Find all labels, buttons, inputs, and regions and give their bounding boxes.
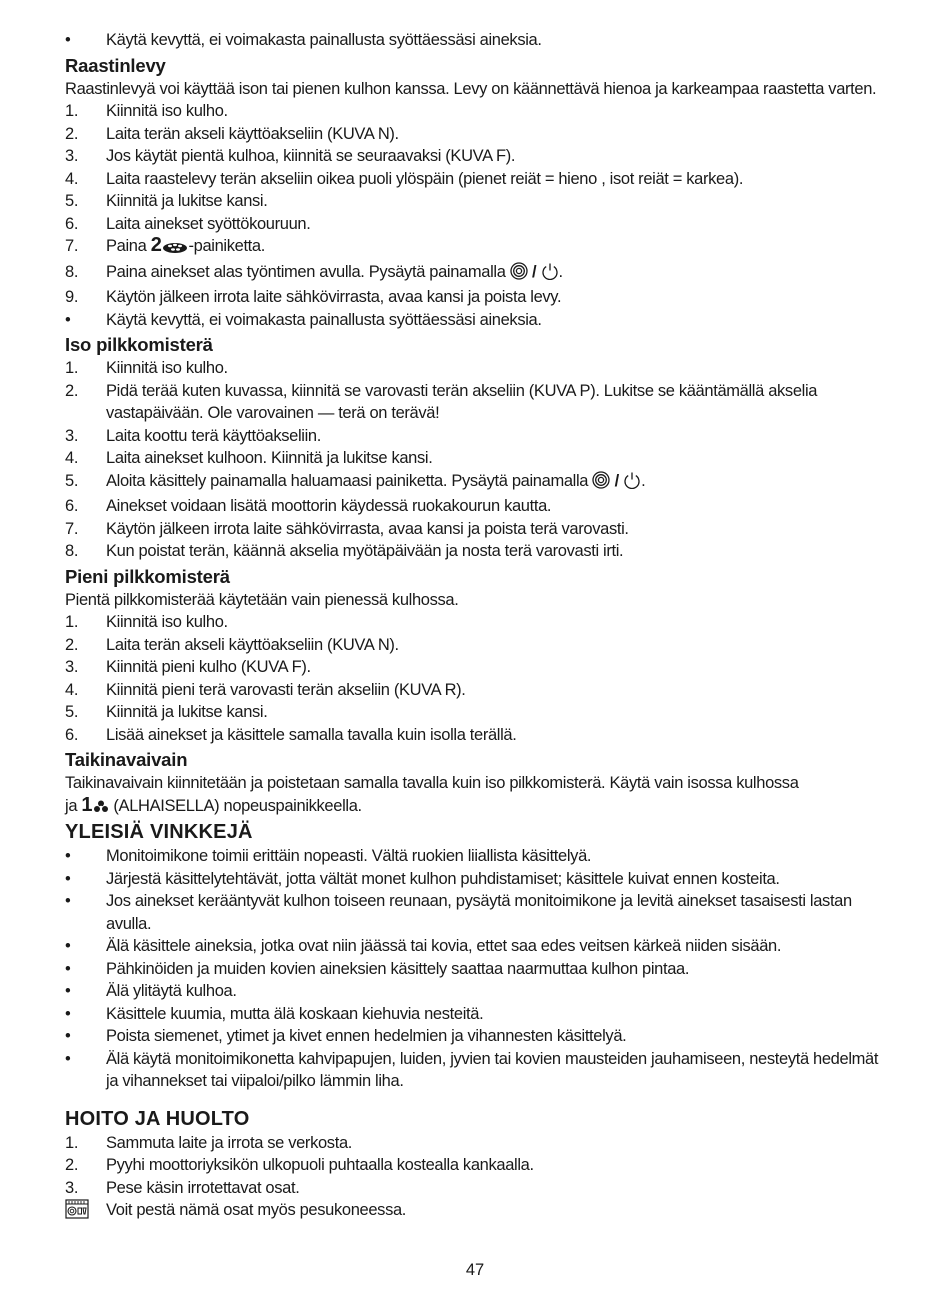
pulse-spiral-icon <box>592 471 610 496</box>
list-marker: 3. <box>65 426 79 445</box>
list-text: Kiinnitä iso kulho. <box>106 359 228 377</box>
list-marker: 7. <box>65 519 79 538</box>
list-marker: • <box>65 31 71 49</box>
list-item <box>65 235 885 261</box>
list-item <box>65 190 885 213</box>
list-marker: 9. <box>65 288 79 306</box>
list-text: Lisää ainekset ja käsittele samalla tavalla kuin isolla terällä. <box>106 725 517 744</box>
list-text: Sammuta laite ja irrota se verkosta. <box>106 1133 353 1152</box>
section-intro: Pientä pilkkomisterää käytetään vain pienessä kulhossa. <box>65 590 459 609</box>
list-item <box>65 958 885 981</box>
dishwasher-safe-icon <box>65 1199 89 1226</box>
list-marker: 2. <box>65 635 79 654</box>
list-item <box>65 470 885 496</box>
grater-steps-list <box>65 100 885 235</box>
list-marker: 4. <box>65 680 79 699</box>
list-item <box>65 845 885 868</box>
list-text: Poista siemenet, ytimet ja kivet ennen hedelmien ja vihannesten käsittelyä. <box>106 1027 627 1045</box>
list-item <box>65 634 885 657</box>
list-text: Kiinnitä iso kulho. <box>106 102 228 120</box>
list-text: Kun poistat terän, käännä akselia myötäpäivään ja nosta terä varovasti irti. <box>106 542 624 560</box>
power-icon <box>623 471 641 496</box>
list-item <box>65 495 885 518</box>
section-intro: Raastinlevyä voi käyttää ison tai pienen kulhon kanssa. Levy on käännettävä hienoa ja karkeampaa raastetta varten. <box>65 79 877 98</box>
list-text: Järjestä käsittelytehtävät, jotta vältät monet kulhon puhdistamiset; käsittele kuivat ennen kosteita. <box>106 869 780 888</box>
list-text: Käytön jälkeen irrota laite sähkövirrasta, avaa kansi ja poista levy. <box>106 288 562 306</box>
list-item <box>65 309 885 332</box>
list-marker: 2. <box>65 381 79 400</box>
dough-text-line: Taikinavaivain kiinnitetään ja poistetaan samalla tavalla kuin iso pilkkomisterä. Käytä vain isossa kulhossa <box>65 774 799 792</box>
list-item <box>65 1132 885 1155</box>
list-text: Älä käytä monitoimikonetta kahvipapujen, luiden, jyvien tai kovien mausteiden jauhamiseen, nesteytä hedelmät ja vihannekset tai viipaloi/pilko lämmin liha. <box>106 1049 879 1090</box>
list-item <box>65 935 885 958</box>
list-marker: 8. <box>65 262 79 281</box>
list-marker: 1. <box>65 613 79 631</box>
list-item <box>65 357 885 380</box>
big-blade-steps-list <box>65 357 885 470</box>
section-heading-small-blade: Pieni pilkkomisterä <box>65 565 230 587</box>
list-text: Jos käytät pientä kulhoa, kiinnitä se seuraavaksi (KUVA F). <box>106 147 516 165</box>
list-text: Pähkinöiden ja muiden kovien aineksien käsittely saattaa naarmuttaa kulhon pintaa. <box>106 959 690 978</box>
list-item <box>65 447 885 470</box>
list-item <box>65 261 885 287</box>
list-text: Käytä kevyttä, ei voimakasta painallusta syöttäessäsi aineksia. <box>106 310 542 329</box>
list-marker: 2. <box>65 1156 79 1174</box>
list-marker: 8. <box>65 542 79 560</box>
section-heading-tips: YLEISIÄ VINKKEJÄ <box>65 821 253 843</box>
list-text: Kiinnitä ja lukitse kansi. <box>106 703 268 721</box>
dough-text-line: ja 1 (ALHAISELLA) nopeuspainikkeella. <box>65 795 885 821</box>
list-marker: • <box>65 959 71 978</box>
list-item <box>65 1199 885 1226</box>
list-item <box>65 611 885 634</box>
slash-separator: / <box>614 471 619 490</box>
page-content <box>65 29 885 1226</box>
list-text: Aloita käsittely painamalla haluamaasi painiketta. Pysäytä painamalla <box>106 471 589 490</box>
list-item <box>65 100 885 123</box>
list-marker: • <box>65 1004 71 1023</box>
list-marker: 6. <box>65 497 79 515</box>
section-heading-big-blade: Iso pilkkomisterä <box>65 334 213 355</box>
section-heading-dough: Taikinavaivain <box>65 749 188 770</box>
list-text: Paina <box>106 237 147 255</box>
list-text: Laita raastelevy terän akseliin oikea puoli ylöspäin (pienet reiät = hieno , isot reiät = karkea). <box>106 169 744 188</box>
list-text: Käytä kevyttä, ei voimakasta painallusta syöttäessäsi aineksia. <box>106 31 542 49</box>
list-text: Kiinnitä pieni kulho (KUVA F). <box>106 658 311 676</box>
list-item <box>65 724 885 747</box>
list-item <box>65 679 885 702</box>
list-marker: • <box>65 869 71 888</box>
slash-separator: / <box>532 262 537 281</box>
list-marker: • <box>65 982 71 1000</box>
list-text: Kiinnitä ja lukitse kansi. <box>106 192 268 210</box>
list-marker: 5. <box>65 703 79 721</box>
list-text: . <box>558 262 563 281</box>
care-steps-list <box>65 1132 885 1200</box>
list-item <box>65 1003 885 1026</box>
list-text: Voit pestä nämä osat myös pesukoneessa. <box>106 1201 407 1219</box>
list-text: Älä ylitäytä kulhoa. <box>106 982 237 1000</box>
list-marker: 1. <box>65 1133 79 1152</box>
list-marker: • <box>65 310 71 329</box>
list-marker: • <box>65 892 71 910</box>
list-marker: 3. <box>65 147 79 165</box>
list-item <box>65 518 885 541</box>
list-item <box>65 980 885 1003</box>
list-text: Laita ainekset kulhoon. Kiinnitä ja lukitse kansi. <box>106 449 433 467</box>
section-heading-care: HOITO JA HUOLTO <box>65 1107 250 1130</box>
big-blade-steps-list-continued <box>65 495 885 563</box>
page-number: 47 <box>465 1261 485 1279</box>
small-blade-steps-list <box>65 611 885 746</box>
speed-number: 1 <box>81 793 93 816</box>
list-text: Laita terän akseli käyttöakseliin (KUVA N). <box>106 635 399 654</box>
list-marker: 4. <box>65 449 79 467</box>
list-text: Kiinnitä pieni terä varovasti terän akseliin (KUVA R). <box>106 680 466 699</box>
list-item <box>65 701 885 724</box>
list-text: -painiketta. <box>188 237 265 255</box>
list-text: Kiinnitä iso kulho. <box>106 613 228 631</box>
list-text: Jos ainekset kerääntyvät kulhon toiseen reunaan, pysäytä monitoimikone ja levitä ainekset tasaisesti lastan avulla. <box>106 892 852 933</box>
power-icon <box>541 262 559 287</box>
list-item <box>65 29 885 52</box>
speed-number: 2 <box>150 234 162 256</box>
list-text: Laita koottu terä käyttöakseliin. <box>106 426 321 445</box>
tips-list <box>65 845 885 1093</box>
list-item <box>65 213 885 236</box>
list-marker: 3. <box>65 1178 79 1197</box>
list-item <box>65 380 885 425</box>
list-marker: 5. <box>65 471 79 490</box>
list-item <box>65 168 885 191</box>
list-item <box>65 868 885 891</box>
list-item <box>65 1025 885 1048</box>
list-item <box>65 1048 885 1093</box>
list-item <box>65 286 885 309</box>
list-item <box>65 1177 885 1200</box>
list-marker: 6. <box>65 725 79 744</box>
list-text: Paina ainekset alas työntimen avulla. Pysäytä painamalla <box>106 262 506 281</box>
dough-mixer-icon <box>93 798 109 821</box>
list-text: Laita terän akseli käyttöakseliin (KUVA N). <box>106 124 399 143</box>
list-item <box>65 890 885 935</box>
list-item <box>65 425 885 448</box>
list-item <box>65 656 885 679</box>
list-text: Käsittele kuumia, mutta älä koskaan kiehuvia nesteitä. <box>106 1004 484 1023</box>
pulse-spiral-icon <box>510 262 528 287</box>
list-text: Älä käsittele aineksia, jotka ovat niin jäässä tai kovia, ettet saa edes veitsen kärkeä niiden sisään. <box>106 937 782 955</box>
list-marker: • <box>65 847 71 865</box>
list-item <box>65 540 885 563</box>
section-heading-grater: Raastinlevy <box>65 54 166 76</box>
list-text: Pidä terää kuten kuvassa, kiinnitä se varovasti terän akseliin (KUVA P). Lukitse se kääntämällä akselia vastapäivään. Ole varovainen — terä on terävä! <box>106 381 818 422</box>
list-marker: 1. <box>65 359 79 377</box>
list-item <box>65 1154 885 1177</box>
list-marker: 6. <box>65 214 79 233</box>
list-marker: 2. <box>65 124 79 143</box>
list-item <box>65 145 885 168</box>
list-text: . <box>641 471 646 490</box>
list-text: Ainekset voidaan lisätä moottorin käydessä ruokakourun kautta. <box>106 497 552 515</box>
list-marker: 3. <box>65 658 79 676</box>
list-text: Monitoimikone toimii erittäin nopeasti. Vältä ruokien liiallista käsittelyä. <box>106 847 592 865</box>
list-item <box>65 123 885 146</box>
list-text: Pyyhi moottoriyksikön ulkopuoli puhtaalla kostealla kankaalla. <box>106 1156 534 1174</box>
list-marker: • <box>65 937 71 955</box>
list-text: Laita ainekset syöttökouruun. <box>106 214 311 233</box>
list-text: Käytön jälkeen irrota laite sähkövirrasta, avaa kansi ja poista terä varovasti. <box>106 519 629 538</box>
list-marker: 4. <box>65 169 79 188</box>
list-marker: 5. <box>65 192 79 210</box>
list-text: Pese käsin irrotettavat osat. <box>106 1178 300 1197</box>
list-marker: 1. <box>65 102 79 120</box>
list-marker: • <box>65 1049 71 1068</box>
grating-disc-icon <box>162 238 188 261</box>
list-marker: 7. <box>65 237 79 255</box>
list-marker: • <box>65 1027 71 1045</box>
